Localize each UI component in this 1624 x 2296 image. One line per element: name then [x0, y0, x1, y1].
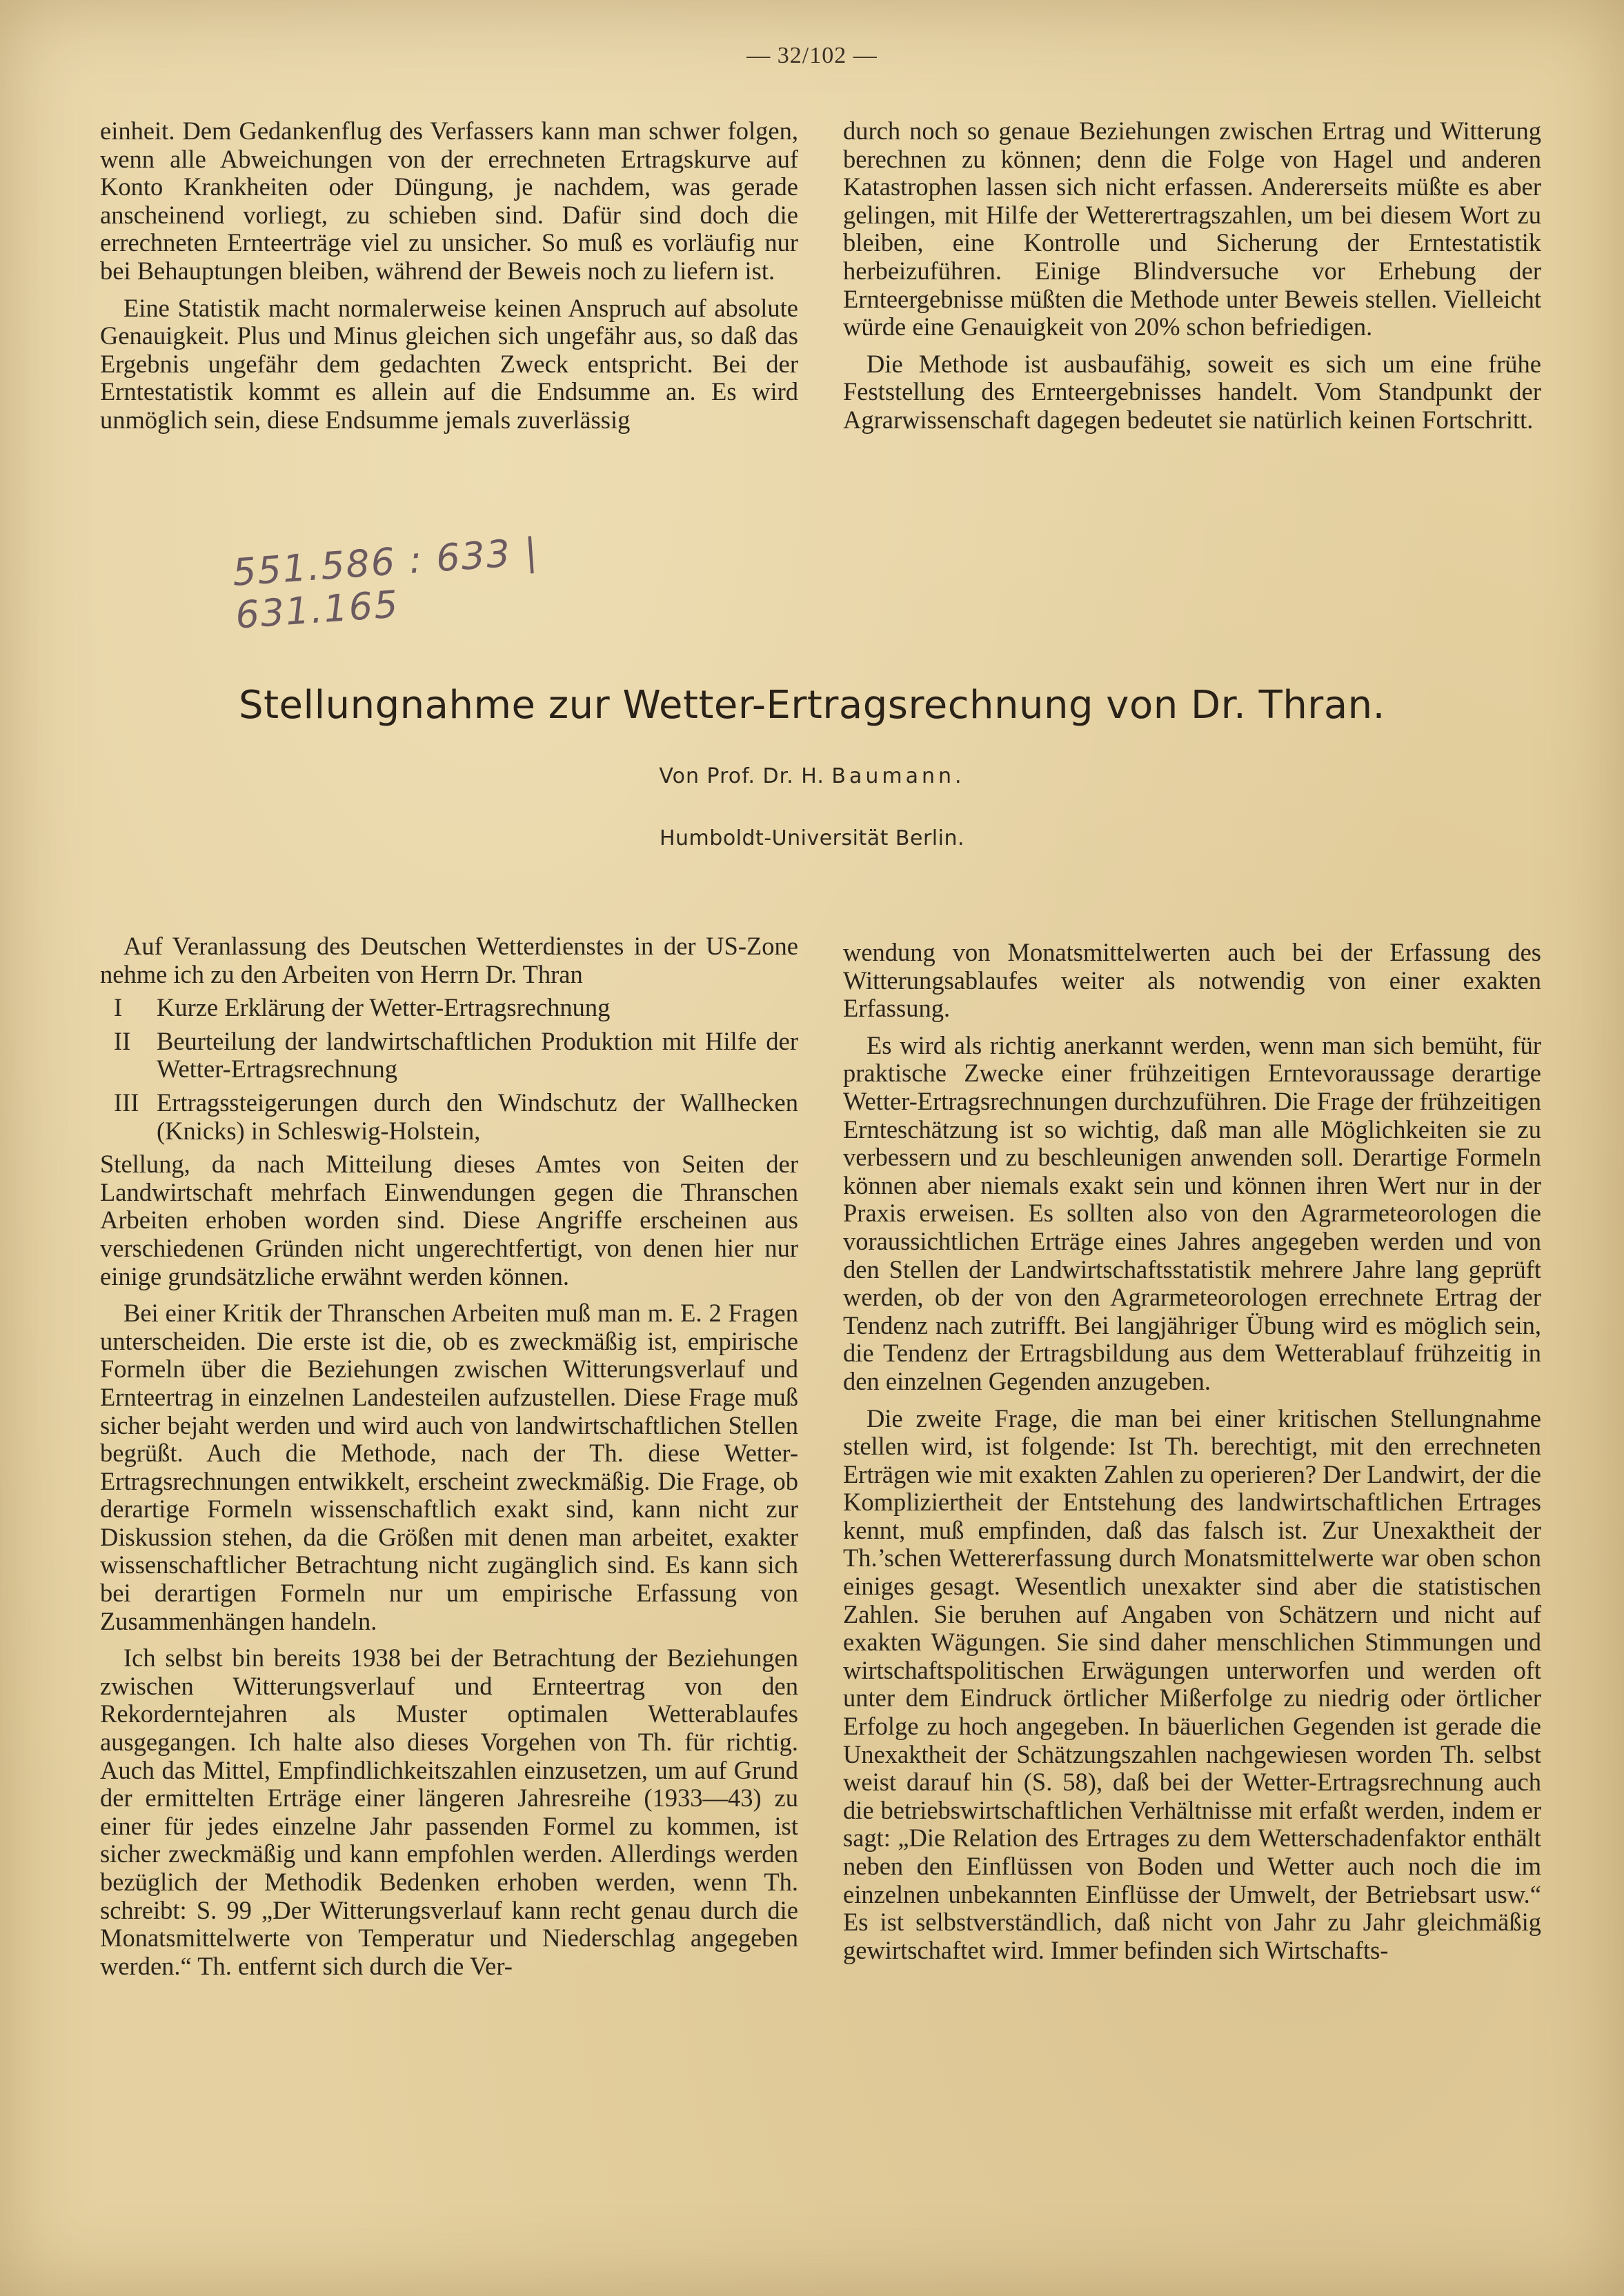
handwritten-line: 551.586 : 633 | — [230, 530, 540, 595]
paragraph: Ich selbst bin bereits 1938 bei der Betrachtung der Beziehungen zwischen Witterungsverlauf und Ernteertrag von den Rekorderntejahren als Muster optimalen Wetterablaufes ausgegangen. Ich halte also dieses Vorgehen von Th. für richtig. Auch das Mittel, Empfindlichkeitszahlen einzusetzen, um auf Grund der ermittelten Erträge einer längeren Jahresreihe (1933—43) zu einer für jedes einzelne Jahr passenden Formel zu kommen, ist sicher zweckmäßig und kann empfohlen werden. Allerdings werden bezüglich der Methodik Bedenken erhoben werden, wenn Th. schreibt: S. 99 „Der Witterungsverlauf kann recht genau durch die Monatsmittelwerte von Temperatur und Niederschlag angegeben werden.“ Th. entfernt sich durch die Ver- — [100, 1644, 798, 1980]
affiliation: Humboldt-Universität Berlin. — [659, 826, 964, 850]
list-item-number: III — [114, 1088, 139, 1117]
paragraph: Eine Statistik macht normalerweise keinen Anspruch auf absolute Genauigkeit. Plus und Minus gleichen sich ungefähr aus, so daß das Ergebnis ungefähr dem gedachten Zweck entspricht. Bei der Erntestatistik kommt es allein auf die Endsumme an. Es wird unmöglich sein, diese Endsumme jemals zuverlässig — [100, 293, 798, 434]
list-item — [100, 1089, 798, 1145]
paragraph: Die zweite Frage, die man bei einer kritischen Stellungnahme stellen wird, ist folgende: Ist Th. berechtigt, mit den errechneten Erträgen wie mit exakten Zahlen zu operieren? Der Landwirt, der die Kompliziertheit der Entstehung des landwirtschaftlichen Ertrages kennt, muß empfinden, daß das falsch ist. Zur Unexaktheit der Th.’schen Wettererfassung durch Monatsmittelwerte war oben schon einiges gesagt. Wesentlich unexakter sind aber die statistischen Zahlen. Sie beruhen auf Angaben von Schätzern und nicht auf exakten Wägungen. Sie sind daher menschlichen Stimmungen und wirtschaftspolitischen Erwägungen unterworfen und werden oft unter dem Eindruck örtlicher Mißerfolge zu niedrig oder örtlicher Erfolge zu hoch angegeben. In bäuerlichen Gegenden ist gerade die Unexaktheit der Schätzungszahlen nachgewiesen worden Th. selbst weist darauf hin (S. 58), daß bei der Wetter-Ertragsrechnung auch die betriebswirtschaftlichen Verhältnisse mit erfaßt werden, indem er sagt: „Die Relation des Ertrages zu dem Wetterschadenfaktor enthält neben den Einflüssen von Boden und Wetter auch noch die im einzelnen unbekannten Einflüsse der Umwelt, der Betriebsart usw.“ Es ist selbstverständlich, daß nicht von Jahr zu Jahr gleichmäßig gewirtschaftet wird. Immer befinden sich Wirtschafts- — [843, 1404, 1541, 1964]
paragraph: Es wird als richtig anerkannt werden, wenn man sich bemüht, für praktische Zwecke einer frühzeitigen Erntevoraussage derartige Wetter-Ertragsrechnungen durchzuführen. Die Frage der frühzeitigen Ernteschätzung ist so wichtig, daß man alle Möglichkeiten sie zu verbessern und zu beschleunigen anwenden soll. Derartige Formeln können aber niemals exakt sein und können ihren Wert nur in der Praxis erweisen. Es sollten also von den Agrarmeteorologen die voraussichtlichen Erträge eines Jahres angegeben werden und von den Stellen der Landwirtschaftsstatistik mehrere Jahre lang geprüft werden, ob der von den Agrarmeteorologen errechnete Ertrag der Tendenz nach zutrifft. Bei langjähriger Übung wird es möglich sein, die Tendenz der Ertragsbildung aus dem Wetterablauf frühzeitig in den einzelnen Gegenden anzugeben. — [843, 1030, 1541, 1395]
author-name: Baumann. — [831, 764, 965, 788]
paragraph: Bei einer Kritik der Thranschen Arbeiten muß man m. E. 2 Fragen unterscheiden. Die erste ist die, ob es zweckmäßig ist, empirische Formeln über die Beziehungen zwischen Witterungsverlauf und Ernteertrag in einzelnen Landesteilen aufzustellen. Diese Frage muß sicher bejaht werden und wird auch von landwirtschaftlichen Stellen begrüßt. Auch die Methode, nach der Th. diese Wetter-Ertragsrechnungen entwikkelt, erscheint zweckmäßig. Die Frage, ob derartige Formeln wissenschaftlich exakt sind, kann nicht zur Diskussion stehen, da die Größen mit denen man arbeitet, exakter wissenschaftlicher Betrachtung nicht zugänglich sind. Es kann sich bei derartigen Formeln nur um empirische Erfassung von Zusammenhängen handeln. — [100, 1299, 798, 1635]
paragraph: Auf Veranlassung des Deutschen Wetterdienstes in der US-Zone nehme ich zu den Arbeiten von Herrn Dr. Thran — [100, 932, 798, 988]
list-item-text: Beurteilung der landwirtschaftlichen Produktion mit Hilfe der Wetter-Ertragsrechnung — [157, 1026, 798, 1084]
handwritten-line: 631.165 — [234, 582, 401, 637]
paragraph: Stellung, da nach Mitteilung dieses Amtes von Seiten der Landwirtschaft mehrfach Einwendungen gegen die Thranschen Arbeiten erhoben worden sind. Diese Angriffe erscheinen aus verschiedenen Gründen nicht ungerechtfertigt, von denen hier nur einige grundsätzliche erwähnt werden können. — [100, 1150, 798, 1290]
paragraph: einheit. Dem Gedankenflug des Verfassers kann man schwer folgen, wenn alle Abweichungen von der errechneten Ertragskurve auf Konto Krankheiten oder Düngung, je nachdem, was gerade anscheinend vorliegt, zu schieben sind. Dafür sind doch die errechneten Ernteerträge viel zu unsicher. So muß es vorläufig nur bei Behauptungen bleiben, während der Beweis noch zu liefern ist. — [100, 117, 798, 285]
paragraph: wendung von Monatsmittelwerten auch bei der Erfassung des Witterungsablaufes weiter als notwendig von einer exakten Erfassung. — [843, 938, 1541, 1023]
top-right-column — [843, 117, 1541, 443]
list-item-number: I — [114, 993, 123, 1022]
list-item-number: II — [114, 1026, 131, 1055]
author-line — [0, 764, 1624, 788]
bottom-left-column — [100, 932, 798, 1989]
list-item — [100, 994, 798, 1022]
bottom-right-column — [843, 939, 1541, 1973]
article-title: Stellungnahme zur Wetter-Ertragsrechnung von Dr. Thran. — [239, 683, 1385, 728]
list-item — [100, 1028, 798, 1084]
list-item-text: Kurze Erklärung der Wetter-Ertragsrechnung — [157, 993, 611, 1022]
paragraph: Die Methode ist ausbaufähig, soweit es sich um eine frühe Feststellung des Ernteergebnisses handelt. Vom Standpunkt der Agrarwissenschaft dagegen bedeutet sie natürlich keinen Fortschritt. — [843, 349, 1541, 434]
list-item-text: Ertragssteigerungen durch den Windschutz der Wallhecken (Knicks) in Schleswig-Holstein, — [157, 1088, 798, 1145]
author-prefix: Von Prof. Dr. H. — [659, 764, 824, 788]
top-left-column — [100, 117, 798, 443]
handwritten-classification — [231, 530, 543, 637]
paragraph: durch noch so genaue Beziehungen zwischen Ertrag und Witterung berechnen zu können; denn die Folge von Hagel und anderen Katastrophen lassen sich nicht erfassen. Andererseits müßte es aber gelingen, mit Hilfe der Wetterertragszahlen, um bei diesem Wort zu bleiben, eine Kontrolle und Sicherung der Erntestatistik herbeizuführen. Einige Blindversuche vor Erhebung der Ernteergebnisse müßten die Methode unter Beweis stellen. Vielleicht würde eine Genauigkeit von 20% schon befriedigen. — [843, 117, 1541, 341]
page-number: — 32/102 — — [746, 43, 878, 68]
